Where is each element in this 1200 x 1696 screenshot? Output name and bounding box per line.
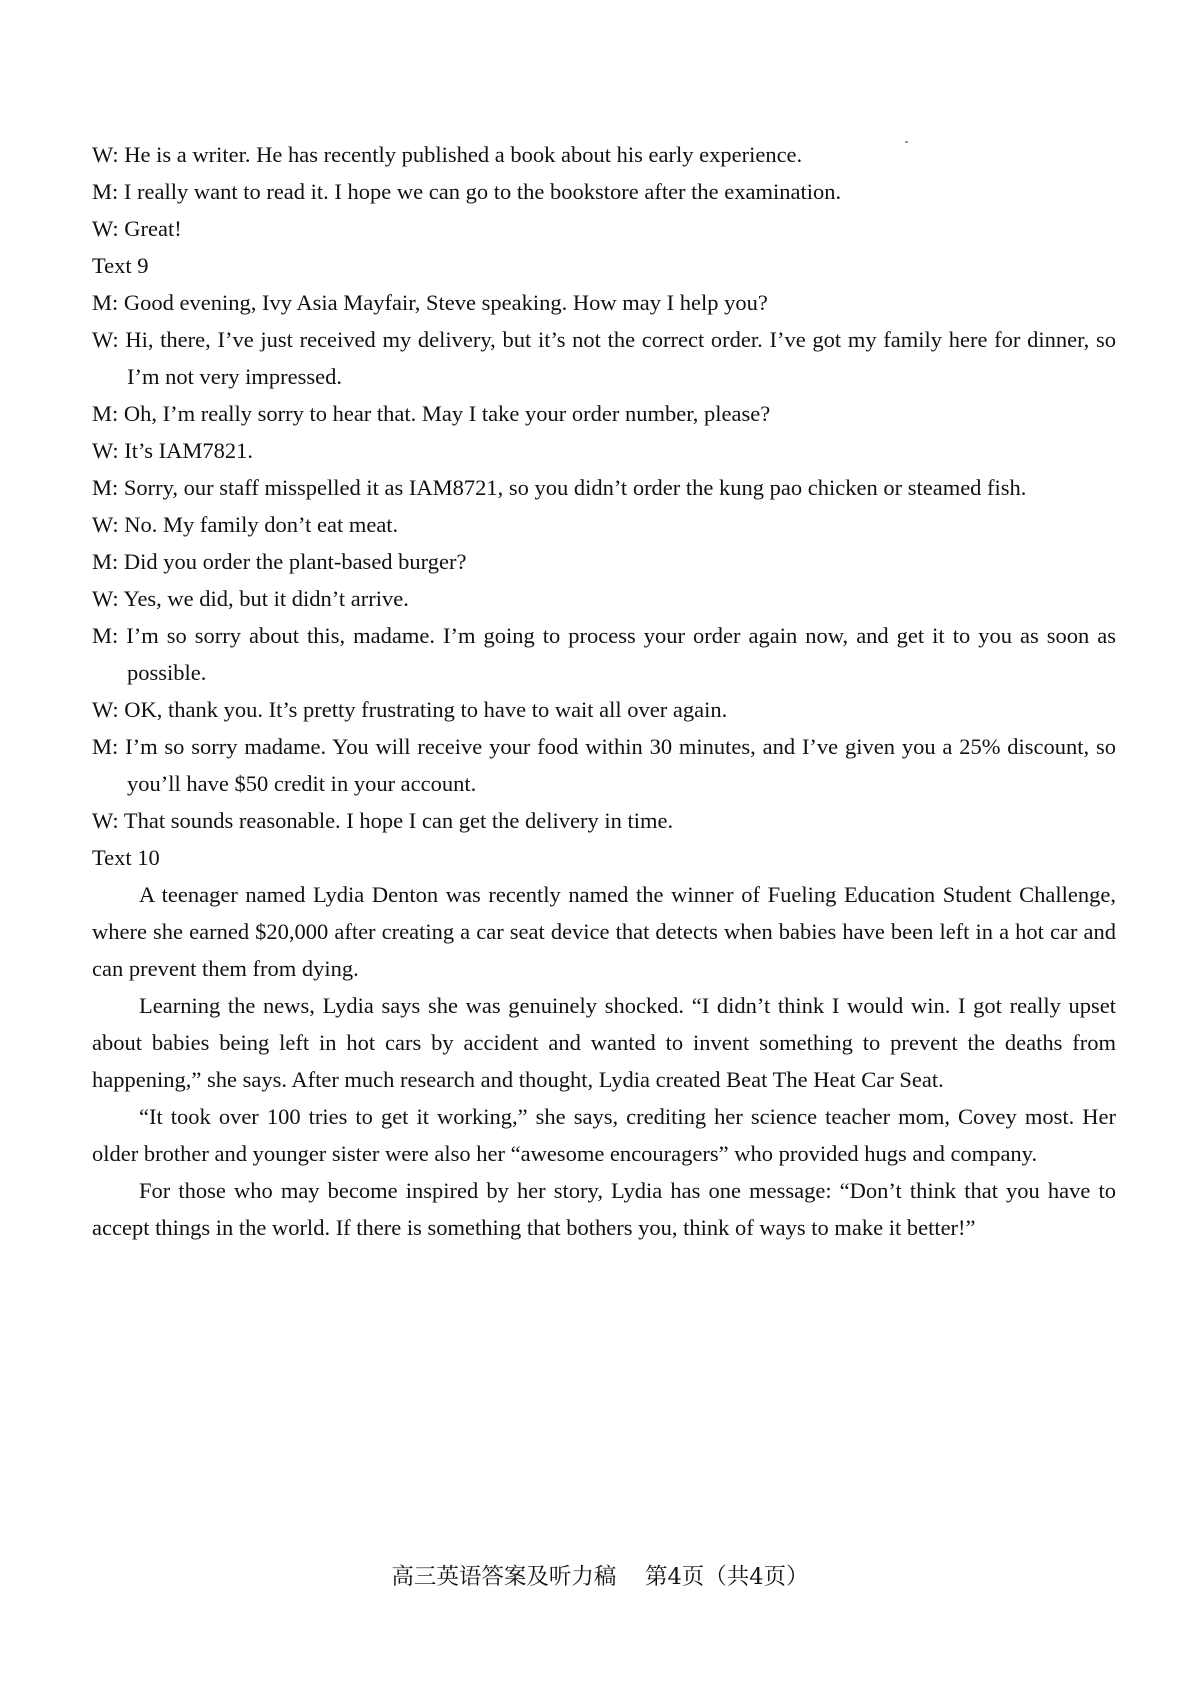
text10-section	[92, 839, 1116, 1246]
dialogue-line: W: No. My family don’t eat meat.	[92, 512, 399, 537]
document-body	[92, 136, 1116, 1246]
dialogue-line: W: Hi, there, I’ve just received my delivery, but it’s not the correct order. I’ve got my family here for dinner, so I’m not very impressed.	[92, 327, 1116, 389]
dialogue-line: M: I’m so sorry about this, madame. I’m going to process your order again now, and get it to you as soon as possible.	[92, 623, 1116, 685]
passage-paragraph: For those who may become inspired by her story, Lydia has one message: “Don’t think that you have to accept things in the world. If there is something that bothers you, think of ways to make it better!”	[92, 1178, 1116, 1240]
dialogue-continuation	[92, 136, 1116, 247]
text10-title: Text 10	[92, 845, 160, 870]
dialogue-line: W: That sounds reasonable. I hope I can get the delivery in time.	[92, 808, 674, 833]
dialogue-line: M: Oh, I’m really sorry to hear that. May I take your order number, please?	[92, 401, 771, 426]
dialogue-line: M: Good evening, Ivy Asia Mayfair, Steve speaking. How may I help you?	[92, 290, 768, 315]
dialogue-line: M: Did you order the plant-based burger?	[92, 549, 467, 574]
footer-page-info: 第4页（共4页）	[644, 1564, 809, 1590]
dialogue-line: M: I really want to read it. I hope we can go to the bookstore after the examination.	[92, 179, 842, 204]
dialogue-line: W: OK, thank you. It’s pretty frustrating to have to wait all over again.	[92, 697, 728, 722]
text9-section	[92, 247, 1116, 839]
text9-title: Text 9	[92, 253, 149, 278]
dialogue-line: W: It’s IAM7821.	[92, 438, 254, 463]
passage-paragraph: “It took over 100 tries to get it working,” she says, crediting her science teacher mom, Covey most. Her older brother and younger sister were also her “awesome encouragers” who provided hugs and company.	[92, 1104, 1116, 1166]
passage-paragraph: A teenager named Lydia Denton was recently named the winner of Fueling Education Student Challenge, where she earned $20,000 after creating a car seat device that detects when babies have been left in a hot car and can prevent them from dying.	[92, 882, 1116, 981]
dialogue-line: W: He is a writer. He has recently published a book about his early experience.	[92, 142, 803, 167]
dialogue-line: M: Sorry, our staff misspelled it as IAM8721, so you didn’t order the kung pao chicken or steamed fish.	[92, 475, 1027, 500]
dialogue-line: W: Yes, we did, but it didn’t arrive.	[92, 586, 409, 611]
footer-doc-name: 高三英语答案及听力稿	[391, 1564, 617, 1590]
dialogue-line: M: I’m so sorry madame. You will receive your food within 30 minutes, and I’ve given you a 25% discount, so you’ll have $50 credit in your account.	[92, 734, 1116, 796]
dialogue-line: W: Great!	[92, 216, 182, 241]
passage-paragraph: Learning the news, Lydia says she was genuinely shocked. “I didn’t think I would win. I got really upset about babies being left in hot cars by accident and wanted to invent something to prevent the deaths from happening,” she says. After much research and thought, Lydia created Beat The Heat Car Seat.	[92, 993, 1116, 1092]
page-footer	[0, 1562, 1200, 1592]
